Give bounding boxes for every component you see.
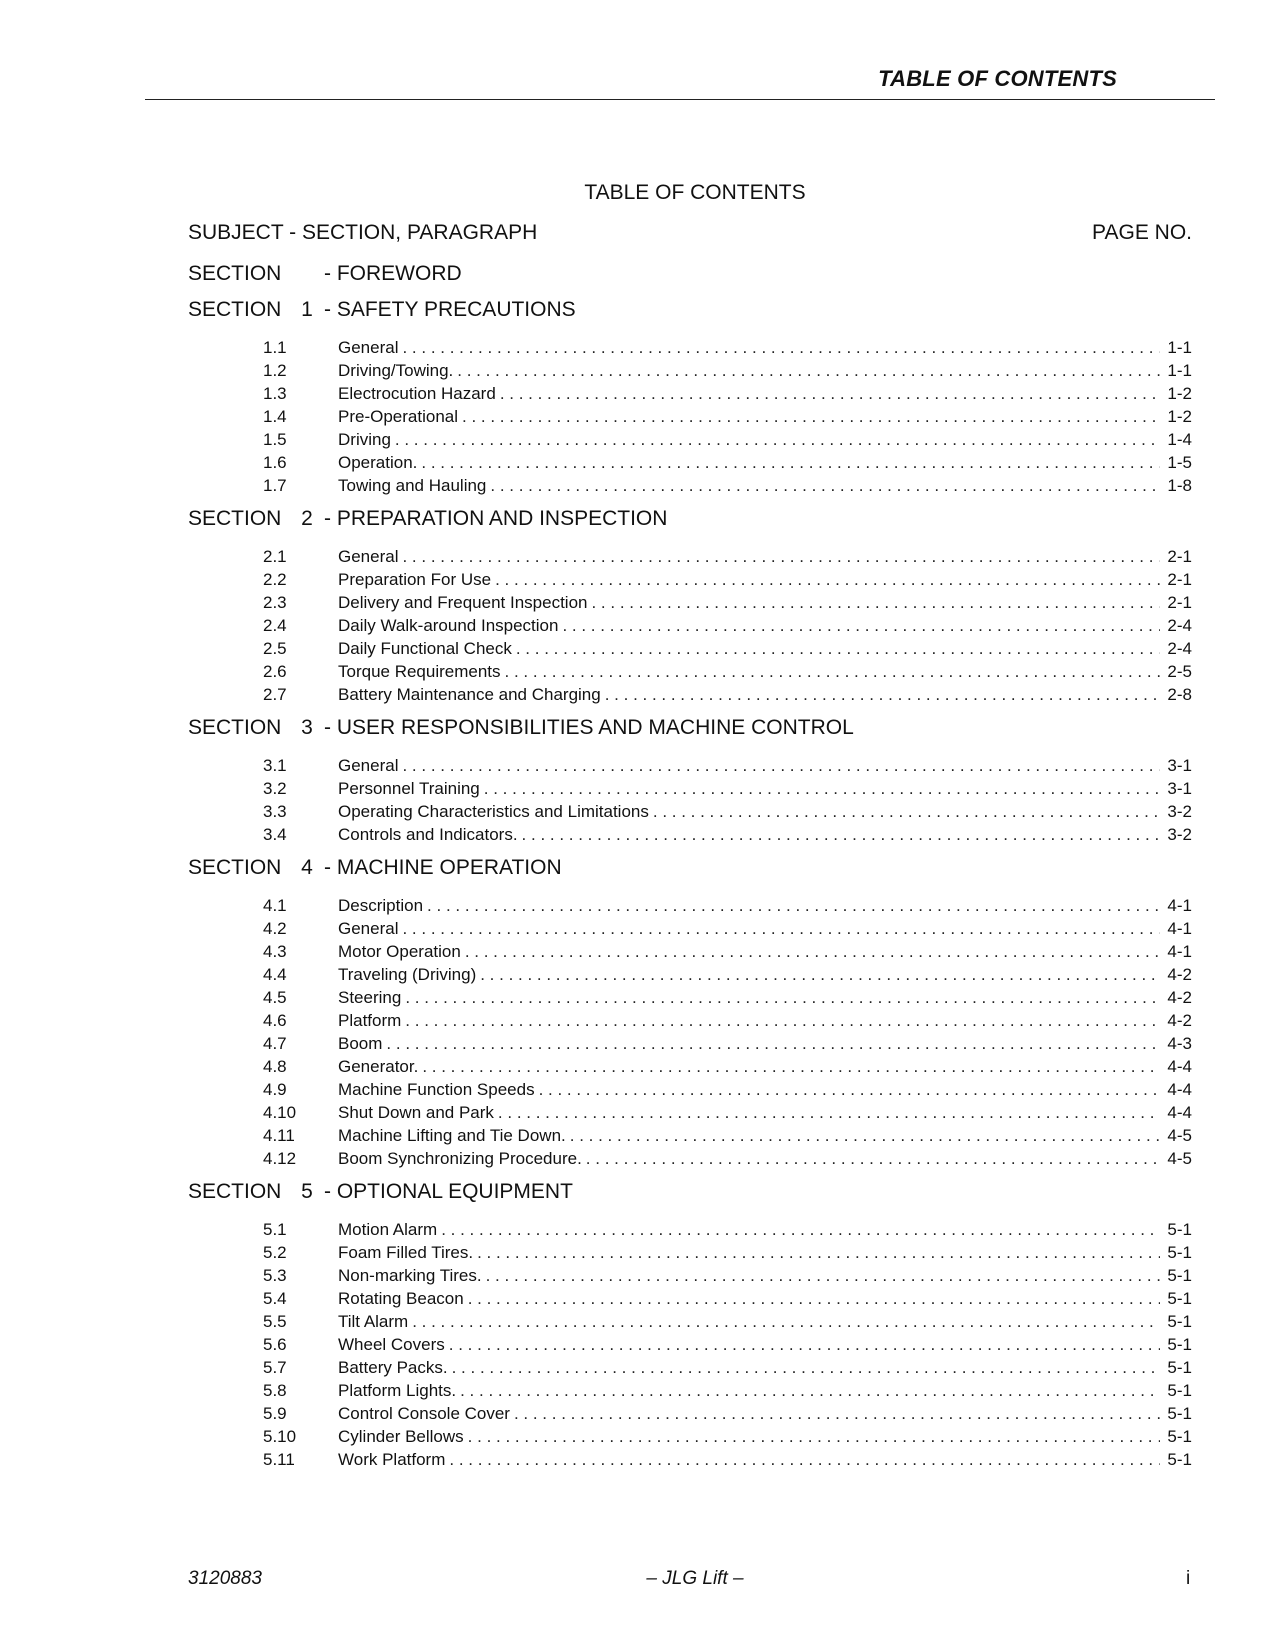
toc-entry[interactable] xyxy=(188,919,1192,942)
toc-entry[interactable] xyxy=(188,1080,1192,1103)
entry-number: 5.10 xyxy=(263,1427,297,1446)
toc-entry[interactable] xyxy=(188,453,1192,476)
entry-number: 5.4 xyxy=(263,1289,287,1308)
entry-number: 3.4 xyxy=(263,825,287,844)
toc-entry[interactable] xyxy=(188,1427,1192,1450)
entry-title: Traveling (Driving) xyxy=(338,965,477,984)
entry-number: 5.8 xyxy=(263,1381,287,1400)
toc-entry[interactable] xyxy=(188,756,1192,779)
entry-page-number: 4-2 xyxy=(1167,965,1192,984)
entry-page-number: 1-4 xyxy=(1167,430,1192,449)
entry-page-number: 2-5 xyxy=(1167,662,1192,681)
entry-page-number: 4-5 xyxy=(1167,1126,1192,1145)
entry-page-number: 2-1 xyxy=(1167,547,1192,566)
dot-leader xyxy=(539,1080,1160,1100)
toc-entry[interactable] xyxy=(188,1243,1192,1266)
entry-number: 2.3 xyxy=(263,593,287,612)
section-label: SECTION xyxy=(188,262,282,285)
toc-entry[interactable] xyxy=(188,896,1192,919)
section-entries xyxy=(188,338,1192,499)
entry-title: Cylinder Bellows xyxy=(338,1427,464,1446)
entry-number: 4.5 xyxy=(263,988,287,1007)
entry-title: Wheel Covers xyxy=(338,1335,445,1354)
dot-leader xyxy=(498,1103,1160,1123)
dot-leader xyxy=(449,1450,1160,1470)
toc-entry[interactable] xyxy=(188,965,1192,988)
entry-number: 5.11 xyxy=(263,1450,295,1469)
entry-title: Driving xyxy=(338,430,391,449)
entry-title: Platform Lights. xyxy=(338,1381,457,1400)
entry-number: 4.9 xyxy=(263,1080,287,1099)
entry-title: Machine Function Speeds xyxy=(338,1080,535,1099)
entry-page-number: 4-4 xyxy=(1167,1103,1192,1122)
entry-number: 2.4 xyxy=(263,616,287,635)
toc-entry[interactable] xyxy=(188,476,1192,499)
dot-leader xyxy=(586,1149,1160,1169)
entry-page-number: 1-1 xyxy=(1167,361,1192,380)
section-number: 3 xyxy=(301,716,313,739)
entry-number: 2.5 xyxy=(263,639,287,658)
toc-entry[interactable] xyxy=(188,1034,1192,1057)
section-number: 4 xyxy=(301,856,313,879)
entry-page-number: 1-8 xyxy=(1167,476,1192,495)
section-title: - FOREWORD xyxy=(324,262,462,285)
section-number: 1 xyxy=(301,298,313,321)
toc-entry[interactable] xyxy=(188,1057,1192,1080)
section-entries xyxy=(188,756,1192,848)
dot-leader xyxy=(468,1427,1160,1447)
entry-title: Towing and Hauling xyxy=(338,476,487,495)
entry-number: 3.2 xyxy=(263,779,287,798)
section-label: SECTION xyxy=(188,716,282,739)
entry-number: 2.2 xyxy=(263,570,287,589)
subject-column-header: SUBJECT - SECTION, PARAGRAPH xyxy=(188,221,538,244)
entry-title: General xyxy=(338,919,399,938)
toc-entry[interactable] xyxy=(188,1011,1192,1034)
dot-leader xyxy=(452,1358,1160,1378)
dot-leader xyxy=(480,965,1160,985)
dot-leader xyxy=(605,685,1160,705)
entry-page-number: 5-1 xyxy=(1167,1358,1192,1377)
entry-page-number: 5-1 xyxy=(1167,1335,1192,1354)
entry-title: Description xyxy=(338,896,424,915)
dot-leader xyxy=(449,1335,1160,1355)
entry-page-number: 2-1 xyxy=(1167,570,1192,589)
entry-page-number: 4-4 xyxy=(1167,1057,1192,1076)
entry-title: Work Platform xyxy=(338,1450,446,1469)
toc-title: TABLE OF CONTENTS xyxy=(584,181,806,204)
section-title: - USER RESPONSIBILITIES AND MACHINE CONTROL xyxy=(324,716,854,739)
section-heading xyxy=(188,298,1192,334)
entry-page-number: 5-1 xyxy=(1167,1243,1192,1262)
toc-entry[interactable] xyxy=(188,1149,1192,1172)
entry-number: 4.8 xyxy=(263,1057,287,1076)
section-heading xyxy=(188,856,1192,892)
entry-page-number: 4-3 xyxy=(1167,1034,1192,1053)
entry-title: Boom xyxy=(338,1034,383,1053)
toc-entry[interactable] xyxy=(188,430,1192,453)
entry-number: 4.12 xyxy=(263,1149,297,1168)
dot-leader xyxy=(505,662,1160,682)
entry-page-number: 3-1 xyxy=(1167,756,1192,775)
entry-number: 5.3 xyxy=(263,1266,287,1285)
dot-leader xyxy=(486,1266,1160,1286)
dot-leader xyxy=(402,919,1160,939)
dot-leader xyxy=(484,779,1160,799)
toc-sections xyxy=(188,262,1192,1481)
entry-title: Operating Characteristics and Limitations xyxy=(338,802,649,821)
toc-entry[interactable] xyxy=(188,1103,1192,1126)
entry-title: Machine Lifting and Tie Down. xyxy=(338,1126,566,1145)
dot-leader xyxy=(570,1126,1160,1146)
toc-entry[interactable] xyxy=(188,825,1192,848)
section-heading xyxy=(188,716,1192,752)
toc-entry[interactable] xyxy=(188,1404,1192,1427)
toc-entry[interactable] xyxy=(188,407,1192,430)
entry-number: 1.1 xyxy=(263,338,287,357)
dot-leader xyxy=(522,825,1160,845)
dot-leader xyxy=(460,1381,1160,1401)
entry-number: 4.1 xyxy=(263,896,287,915)
entry-title: Preparation For Use xyxy=(338,570,492,589)
dot-leader xyxy=(386,1034,1160,1054)
entry-page-number: 2-4 xyxy=(1167,639,1192,658)
toc-entry[interactable] xyxy=(188,662,1192,685)
entry-title: Platform xyxy=(338,1011,402,1030)
toc-entry[interactable] xyxy=(188,1358,1192,1381)
toc-entry[interactable] xyxy=(188,1289,1192,1312)
dot-leader xyxy=(412,1312,1160,1332)
entry-number: 4.2 xyxy=(263,919,287,938)
entry-page-number: 4-1 xyxy=(1167,896,1192,915)
entry-number: 4.6 xyxy=(263,1011,287,1030)
toc-entry[interactable] xyxy=(188,802,1192,825)
section-number: 5 xyxy=(301,1180,313,1203)
dot-leader xyxy=(441,1220,1160,1240)
dot-leader xyxy=(514,1404,1160,1424)
dot-leader xyxy=(395,430,1160,450)
entry-page-number: 5-1 xyxy=(1167,1381,1192,1400)
toc-entry[interactable] xyxy=(188,384,1192,407)
section-title: - OPTIONAL EQUIPMENT xyxy=(324,1180,573,1203)
entry-title: Battery Maintenance and Charging xyxy=(338,685,601,704)
entry-title: Daily Walk-around Inspection xyxy=(338,616,559,635)
entry-page-number: 1-2 xyxy=(1167,384,1192,403)
toc-entry[interactable] xyxy=(188,779,1192,802)
dot-leader xyxy=(405,988,1160,1008)
section-entries xyxy=(188,1220,1192,1473)
entry-page-number: 4-1 xyxy=(1167,919,1192,938)
section-entries xyxy=(188,547,1192,708)
toc-entry[interactable] xyxy=(188,988,1192,1011)
footer-page-number: i xyxy=(1186,1568,1191,1589)
entry-page-number: 1-1 xyxy=(1167,338,1192,357)
entry-number: 5.5 xyxy=(263,1312,287,1331)
entry-title: Foam Filled Tires. xyxy=(338,1243,474,1262)
entry-page-number: 3-2 xyxy=(1167,825,1192,844)
entry-number: 4.10 xyxy=(263,1103,297,1122)
entry-number: 5.1 xyxy=(263,1220,287,1239)
dot-leader xyxy=(516,639,1160,659)
entry-number: 4.11 xyxy=(263,1126,295,1145)
toc-entry[interactable] xyxy=(188,639,1192,662)
section-title: - MACHINE OPERATION xyxy=(324,856,562,879)
dot-leader xyxy=(421,453,1160,473)
entry-title: General xyxy=(338,338,399,357)
entry-number: 1.5 xyxy=(263,430,287,449)
entry-page-number: 4-1 xyxy=(1167,942,1192,961)
toc-entry[interactable] xyxy=(188,1381,1192,1404)
entry-number: 1.3 xyxy=(263,384,287,403)
entry-number: 1.6 xyxy=(263,453,287,472)
section-label: SECTION xyxy=(188,507,282,530)
section-label: SECTION xyxy=(188,298,282,321)
dot-leader xyxy=(462,407,1160,427)
entry-title: Pre-Operational xyxy=(338,407,459,426)
column-headers xyxy=(188,221,1192,245)
entry-title: Tilt Alarm xyxy=(338,1312,409,1331)
section-entries xyxy=(188,896,1192,1172)
toc-entry[interactable] xyxy=(188,1220,1192,1243)
toc-entry[interactable] xyxy=(188,1266,1192,1289)
entry-page-number: 1-2 xyxy=(1167,407,1192,426)
toc-entry[interactable] xyxy=(188,361,1192,384)
toc-entry[interactable] xyxy=(188,1312,1192,1335)
entry-number: 2.7 xyxy=(263,685,287,704)
entry-title: Operation. xyxy=(338,453,418,472)
entry-title: Torque Requirements xyxy=(338,662,501,681)
entry-page-number: 4-4 xyxy=(1167,1080,1192,1099)
toc-entry[interactable] xyxy=(188,942,1192,965)
section-number: 2 xyxy=(301,507,313,530)
entry-title: Electrocution Hazard xyxy=(338,384,496,403)
section-title: - SAFETY PRECAUTIONS xyxy=(324,298,576,321)
entry-page-number: 5-1 xyxy=(1167,1220,1192,1239)
dot-leader xyxy=(465,942,1160,962)
entry-page-number: 3-1 xyxy=(1167,779,1192,798)
toc-entry[interactable] xyxy=(188,1450,1192,1473)
section-heading xyxy=(188,507,1192,543)
toc-entry[interactable] xyxy=(188,570,1192,593)
entry-page-number: 5-1 xyxy=(1167,1289,1192,1308)
entry-page-number: 5-1 xyxy=(1167,1427,1192,1446)
dot-leader xyxy=(457,361,1160,381)
entry-page-number: 4-2 xyxy=(1167,988,1192,1007)
entry-number: 1.4 xyxy=(263,407,287,426)
entry-number: 3.3 xyxy=(263,802,287,821)
entry-number: 5.2 xyxy=(263,1243,287,1262)
entry-number: 1.7 xyxy=(263,476,287,495)
entry-page-number: 4-5 xyxy=(1167,1149,1192,1168)
toc-entry[interactable] xyxy=(188,1335,1192,1358)
entry-number: 2.1 xyxy=(263,547,287,566)
toc-entry[interactable] xyxy=(188,338,1192,361)
section-heading xyxy=(188,262,1192,298)
dot-leader xyxy=(405,1011,1160,1031)
entry-title: Control Console Cover xyxy=(338,1404,510,1423)
entry-title: Shut Down and Park xyxy=(338,1103,494,1122)
footer-doc-number: 3120883 xyxy=(188,1568,262,1589)
header-rule xyxy=(145,99,1215,100)
entry-title: Boom Synchronizing Procedure. xyxy=(338,1149,582,1168)
running-header-title: TABLE OF CONTENTS xyxy=(878,66,1117,91)
entry-number: 3.1 xyxy=(263,756,287,775)
entry-title: Motor Operation xyxy=(338,942,461,961)
entry-title: Motion Alarm xyxy=(338,1220,438,1239)
footer-center: – JLG Lift – xyxy=(646,1568,744,1589)
entry-number: 4.3 xyxy=(263,942,287,961)
entry-number: 5.7 xyxy=(263,1358,287,1377)
entry-number: 4.4 xyxy=(263,965,287,984)
entry-title: General xyxy=(338,756,399,775)
entry-page-number: 1-5 xyxy=(1167,453,1192,472)
dot-leader xyxy=(468,1289,1160,1309)
dot-leader xyxy=(422,1057,1160,1077)
section-title: - PREPARATION AND INSPECTION xyxy=(324,507,668,530)
entry-title: Daily Functional Check xyxy=(338,639,512,658)
entry-page-number: 3-2 xyxy=(1167,802,1192,821)
entry-title: Driving/Towing. xyxy=(338,361,454,380)
section-label: SECTION xyxy=(188,856,282,879)
dot-leader xyxy=(562,616,1160,636)
dot-leader xyxy=(500,384,1160,404)
entry-title: Personnel Training xyxy=(338,779,480,798)
entry-page-number: 2-1 xyxy=(1167,593,1192,612)
entry-page-number: 2-8 xyxy=(1167,685,1192,704)
entry-page-number: 5-1 xyxy=(1167,1266,1192,1285)
section-label: SECTION xyxy=(188,1180,282,1203)
toc-entry[interactable] xyxy=(188,593,1192,616)
dot-leader xyxy=(495,570,1160,590)
entry-title: General xyxy=(338,547,399,566)
entry-page-number: 2-4 xyxy=(1167,616,1192,635)
entry-title: Non-marking Tires. xyxy=(338,1266,482,1285)
page-column-header: PAGE NO. xyxy=(1092,221,1192,244)
entry-page-number: 4-2 xyxy=(1167,1011,1192,1030)
entry-page-number: 5-1 xyxy=(1167,1312,1192,1331)
entry-number: 1.2 xyxy=(263,361,287,380)
entry-title: Delivery and Frequent Inspection xyxy=(338,593,588,612)
entry-title: Rotating Beacon xyxy=(338,1289,464,1308)
entry-title: Steering xyxy=(338,988,402,1007)
entry-title: Controls and Indicators. xyxy=(338,825,518,844)
section-heading xyxy=(188,1180,1192,1216)
dot-leader xyxy=(402,547,1160,567)
entry-number: 5.9 xyxy=(263,1404,287,1423)
toc-entry[interactable] xyxy=(188,1126,1192,1149)
dot-leader xyxy=(427,896,1160,916)
entry-number: 4.7 xyxy=(263,1034,287,1053)
entry-number: 2.6 xyxy=(263,662,287,681)
dot-leader xyxy=(402,338,1160,358)
dot-leader xyxy=(477,1243,1160,1263)
toc-entry[interactable] xyxy=(188,547,1192,570)
dot-leader xyxy=(591,593,1160,613)
toc-entry[interactable] xyxy=(188,685,1192,708)
dot-leader xyxy=(653,802,1160,822)
dot-leader xyxy=(402,756,1160,776)
dot-leader xyxy=(490,476,1160,496)
entry-number: 5.6 xyxy=(263,1335,287,1354)
entry-title: Generator. xyxy=(338,1057,419,1076)
entry-page-number: 5-1 xyxy=(1167,1404,1192,1423)
toc-entry[interactable] xyxy=(188,616,1192,639)
entry-page-number: 5-1 xyxy=(1167,1450,1192,1469)
entry-title: Battery Packs. xyxy=(338,1358,448,1377)
